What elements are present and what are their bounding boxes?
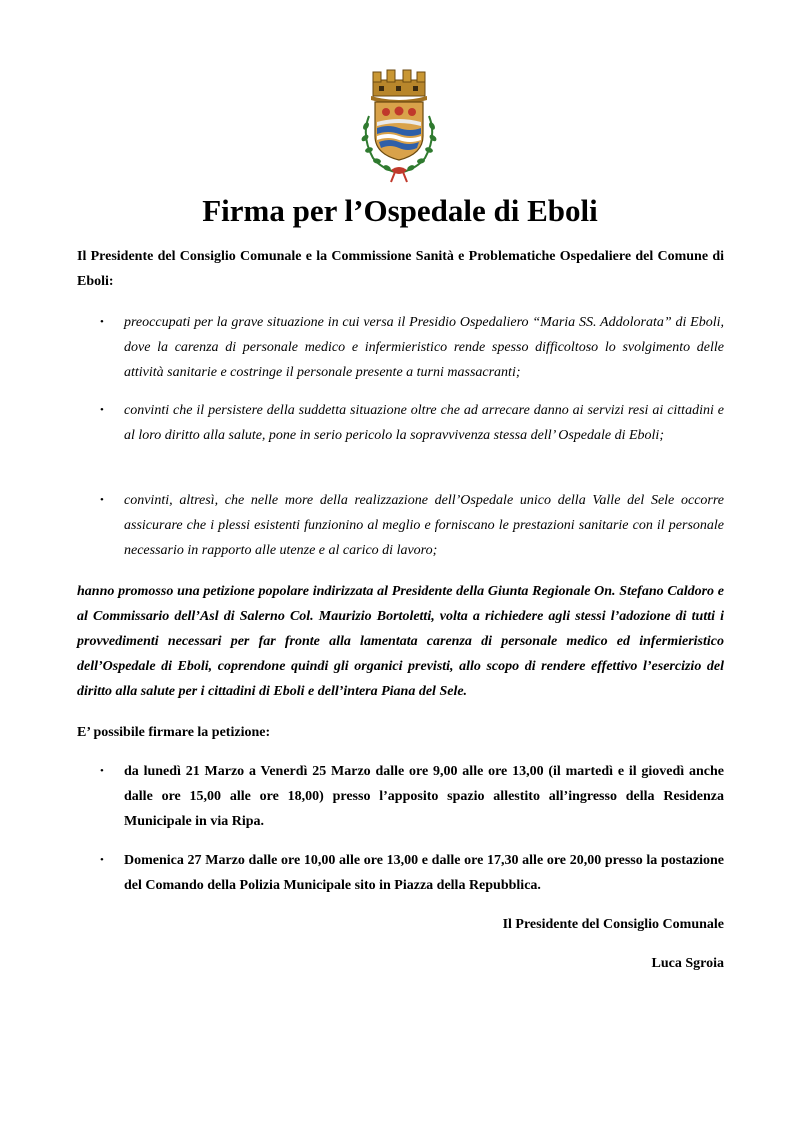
crown-icon: [371, 70, 427, 104]
signature-name: Luca Sgroia: [651, 956, 724, 971]
consideration-item: convinti che il persistere della suddetta situazione oltre che ad arrecare danno ai servizi resi ai cittadini e al loro diritto alla salute, pone in serio pericolo la sopravvivenza stessa dell’ Ospedale di Eboli;: [124, 403, 724, 443]
page-title: Firma per l’Ospedale di Eboli: [202, 193, 598, 228]
signing-option-item: Domenica 27 Marzo dalle ore 10,00 alle ore 13,00 e dalle ore 17,30 alle ore 20,00 presso la postazione del Comando della Polizia Municipale sito in Piazza della Repubblica.: [124, 853, 724, 893]
petition-paragraph: hanno promosso una petizione popolare indirizzata al Presidente della Giunta Regionale On. Stefano Caldoro e al Commissario dell’Asl di Salerno Col. Maurizio Bortoletti, volta a richiedere agli stessi l’adozione di tutti i provvedimenti necessari per far fronte alla lamentata carenza di personale medico ed infermieristico dell’Ospedale di Eboli, coprendone quindi gli organici previsti, allo scopo di rendere effettivo l’esercizio del diritto alla salute per i cittadini di Eboli e dell’intera Piana del Sele.: [77, 584, 724, 699]
shield-icon: [375, 102, 423, 160]
signing-option-item: da lunedì 21 Marzo a Venerdì 25 Marzo dalle ore 9,00 alle ore 13,00 (il martedì e il giovedì anche dalle ore 15,00 alle ore 18,00) presso l’apposito spazio allestito all’ingresso della Residenza Municipale in via Ripa.: [124, 764, 724, 829]
signing-intro: E’ possibile firmare la petizione:: [77, 725, 271, 740]
bullet-icon: •: [100, 404, 104, 416]
bullet-icon: •: [100, 765, 104, 777]
consideration-item: preoccupati per la grave situazione in cui versa il Presidio Ospedaliero “Maria SS. Addolorata” di Eboli, dove la carenza di personale medico e infermieristico rende spesso difficoltoso lo svolgimento delle attività sanitarie e costringe il personale presente a turni massacranti;: [124, 315, 724, 380]
bullet-icon: •: [100, 316, 104, 328]
consideration-item: convinti, altresì, che nelle more della realizzazione dell’Ospedale unico della Valle del Sele occorre assicurare che i plessi esistenti funzionino al meglio e forniscano le prestazioni sanitarie con il personale necessario in rapporto alle utenze e al carico di lavoro;: [124, 493, 724, 558]
bullet-icon: •: [100, 854, 104, 866]
coat-of-arms-icon: [351, 66, 447, 184]
bullet-icon: •: [100, 494, 104, 506]
signature-role: Il Presidente del Consiglio Comunale: [502, 917, 724, 932]
intro-paragraph: Il Presidente del Consiglio Comunale e la Commissione Sanità e Problematiche Ospedaliere del Comune di Eboli:: [77, 249, 724, 289]
